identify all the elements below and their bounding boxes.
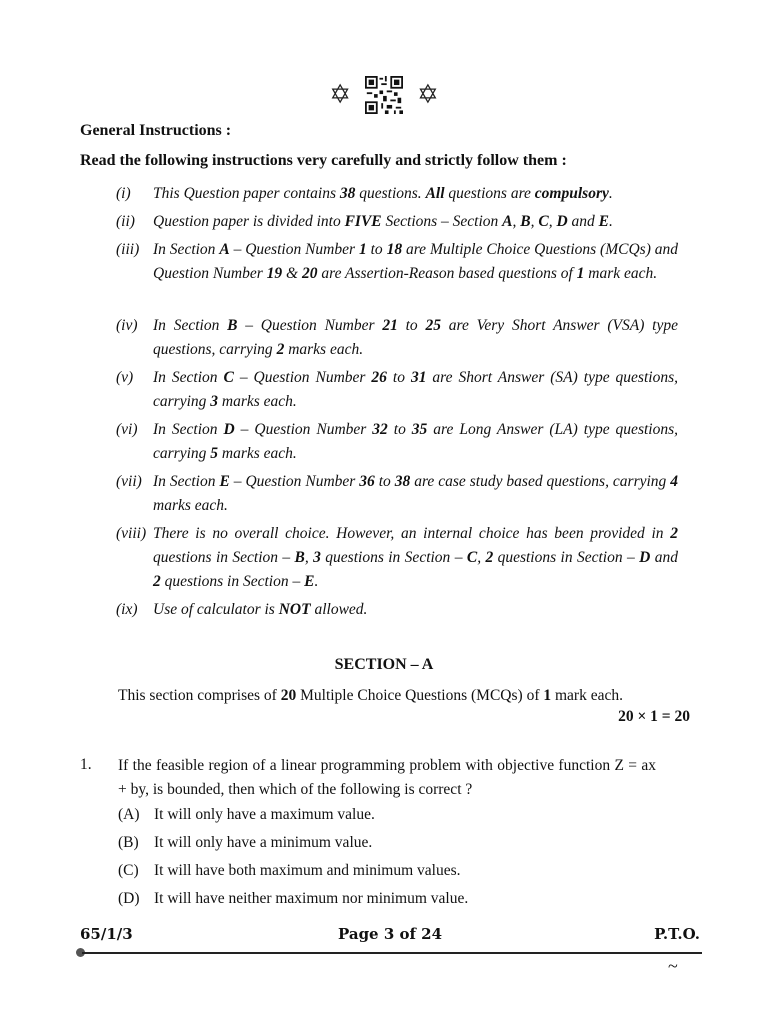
instruction-number: (iii) [116,241,140,258]
instruction-item [116,314,678,362]
instruction-text: In Section B – Question Number 21 to 25 are Very Short Answer (VSA) type questions, carrying 2 marks each. [153,317,678,358]
instruction-text: Use of calculator is NOT allowed. [153,601,368,618]
option-label: (D) [118,890,140,907]
star-of-david-icon-left: ✡ [329,80,351,110]
instruction-text: This Question paper contains 38 questions. All questions are compulsory. [153,185,613,202]
instruction-text: Question paper is divided into FIVE Sections – Section A, B, C, D and E. [153,213,613,230]
pto-label: P.T.O. [654,925,700,943]
option-text: It will have neither maximum nor minimum value. [154,890,469,907]
instruction-text: In Section A – Question Number 1 to 18 are Multiple Choice Questions (MCQs) and Question Number 19 & 20 are Assertion-Reason based questions of 1 mark each. [153,241,679,282]
section-marks: 20 × 1 = 20 [618,708,690,725]
option-item [118,806,375,824]
option-label: (B) [118,834,139,851]
option-item [118,890,468,908]
instruction-number: (viii) [116,525,147,542]
option-text: It will have both maximum and minimum values. [154,862,461,879]
question-text: If the feasible region of a linear programming problem with objective function Z = ax + by, is bounded, then which of the following is correct ? [118,757,656,798]
section-description: This section comprises of 20 Multiple Choice Questions (MCQs) of 1 mark each. [118,687,623,704]
option-item [118,862,461,880]
read-instructions-line: Read the following instructions very carefully and strictly follow them : [80,152,567,169]
instruction-text: There is no overall choice. However, an internal choice has been provided in 2 questions in Section – B, 3 questions in Section – C, 2 questions in Section – D and 2 questions in Section – E. [153,525,678,590]
instruction-text: In Section E – Question Number 36 to 38 are case study based questions, carrying 4 marks each. [153,473,678,514]
instruction-item [116,210,678,234]
instruction-item [116,470,678,518]
instruction-number: (vii) [116,473,142,490]
question-number: 1. [80,756,92,773]
star-of-david-icon-right: ✡ [417,80,439,110]
tilde-mark: ~ [668,956,678,976]
instruction-item [116,366,678,414]
paper-code: 65/1/3 [80,925,133,943]
header-emblem [0,76,768,114]
general-instructions-heading: General Instructions : [80,122,232,139]
instruction-number: (v) [116,369,134,386]
instruction-text: In Section C – Question Number 26 to 31 are Short Answer (SA) type questions, carrying 3 marks each. [153,369,678,410]
instruction-number: (vi) [116,421,138,438]
option-label: (C) [118,862,139,879]
instruction-item [116,522,678,594]
option-text: It will only have a maximum value. [154,806,375,823]
footer-rule [82,952,702,954]
qr-code-icon [365,76,403,114]
instruction-number: (ii) [116,213,135,230]
instruction-item [116,238,678,286]
instruction-number: (ix) [116,601,138,618]
instruction-item [116,418,678,466]
instruction-text: In Section D – Question Number 32 to 35 are Long Answer (LA) type questions, carrying 5 marks each. [153,421,678,462]
page-number: Page 3 of 24 [337,925,443,943]
instruction-item [116,182,678,206]
instruction-number: (i) [116,185,131,202]
option-item [118,834,372,852]
instruction-number: (iv) [116,317,138,334]
option-label: (A) [118,806,140,823]
option-text: It will only have a minimum value. [154,834,373,851]
section-title: SECTION – A [334,656,434,673]
instruction-item [116,598,678,622]
